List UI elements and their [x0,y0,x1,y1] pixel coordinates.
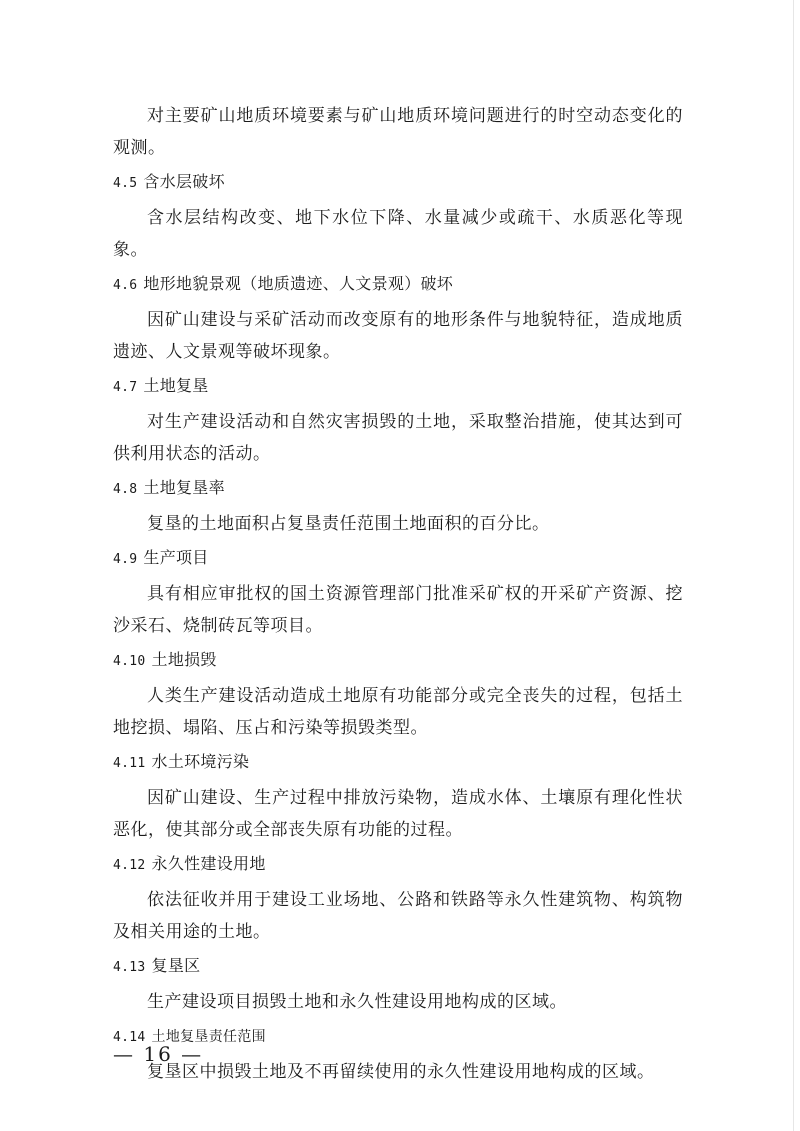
section-title: 土地复垦 [143,376,209,395]
section-heading [113,542,683,576]
section-heading [113,950,683,984]
section-paragraph: 因矿山建设、生产过程中排放污染物，造成水体、土壤原有理化性状恶化，使其部分或全部丧失原有功能的过程。 [113,788,683,840]
intro-paragraph: 对主要矿山地质环境要素与矿山地质环境问题进行的时空动态变化的观测。 [113,106,683,158]
section-paragraph: 生产建设项目损毁土地和永久性建设用地构成的区域。 [147,992,567,1012]
section-number: 4.8 [113,482,138,497]
section-number: 4.10 [113,654,146,669]
section-paragraph: 含水层结构改变、地下水位下降、水量减少或疏干、水质恶化等现象。 [113,208,683,260]
section-heading [113,746,683,780]
section-heading [113,644,683,678]
section-4-12 [113,848,683,948]
section-title: 地形地貌景观（地质遗迹、人文景观）破坏 [143,274,454,293]
section-title: 生产项目 [143,548,209,567]
section-heading [113,166,683,200]
section-number: 4.13 [113,960,146,975]
section-paragraph: 人类生产建设活动造成土地原有功能部分或完全丧失的过程，包括土地挖损、塌陷、压占和污染等损毁类型。 [113,686,683,738]
section-title: 含水层破坏 [143,172,225,191]
section-title: 土地复垦责任范围 [151,1029,266,1045]
section-number: 4.9 [113,552,138,567]
section-number: 4.6 [113,278,138,293]
scan-edge-line [793,0,794,1131]
section-heading [113,268,683,302]
section-title: 土地复垦率 [143,478,225,497]
section-heading [113,848,683,882]
section-4-6 [113,268,683,368]
section-title: 永久性建设用地 [151,854,266,873]
section-4-7 [113,370,683,470]
section-heading [113,472,683,506]
section-title: 复垦区 [151,956,201,975]
section-title: 水土环境污染 [151,752,250,771]
section-number: 4.7 [113,380,138,395]
section-title: 土地损毁 [151,650,217,669]
page-number: — 16 — [113,1042,204,1066]
section-4-9 [113,542,683,642]
section-number: 4.14 [113,1030,146,1045]
section-heading [113,370,683,404]
section-number: 4.12 [113,858,146,873]
section-paragraph: 因矿山建设与采矿活动而改变原有的地形条件与地貌特征，造成地质遗迹、人文景观等破坏现象。 [113,310,683,362]
section-paragraph: 依法征收并用于建设工业场地、公路和铁路等永久性建筑物、构筑物及相关用途的土地。 [113,890,683,942]
section-paragraph: 对生产建设活动和自然灾害损毁的土地，采取整治措施，使其达到可供利用状态的活动。 [113,412,683,464]
section-4-11 [113,746,683,846]
section-number: 4.5 [113,176,138,191]
document-body [113,100,683,1090]
section-paragraph: 具有相应审批权的国土资源管理部门批准采矿权的开采矿产资源、挖沙采石、烧制砖瓦等项目。 [113,584,683,636]
section-4-10 [113,644,683,744]
section-4-8 [113,472,683,540]
section-paragraph: 复垦的土地面积占复垦责任范围土地面积的百分比。 [147,514,550,534]
section-4-13 [113,950,683,1018]
section-4-5 [113,166,683,266]
section-number: 4.11 [113,756,146,771]
section-paragraph: 复垦区中损毁土地及不再留续使用的永久性建设用地构成的区域。 [147,1062,655,1082]
